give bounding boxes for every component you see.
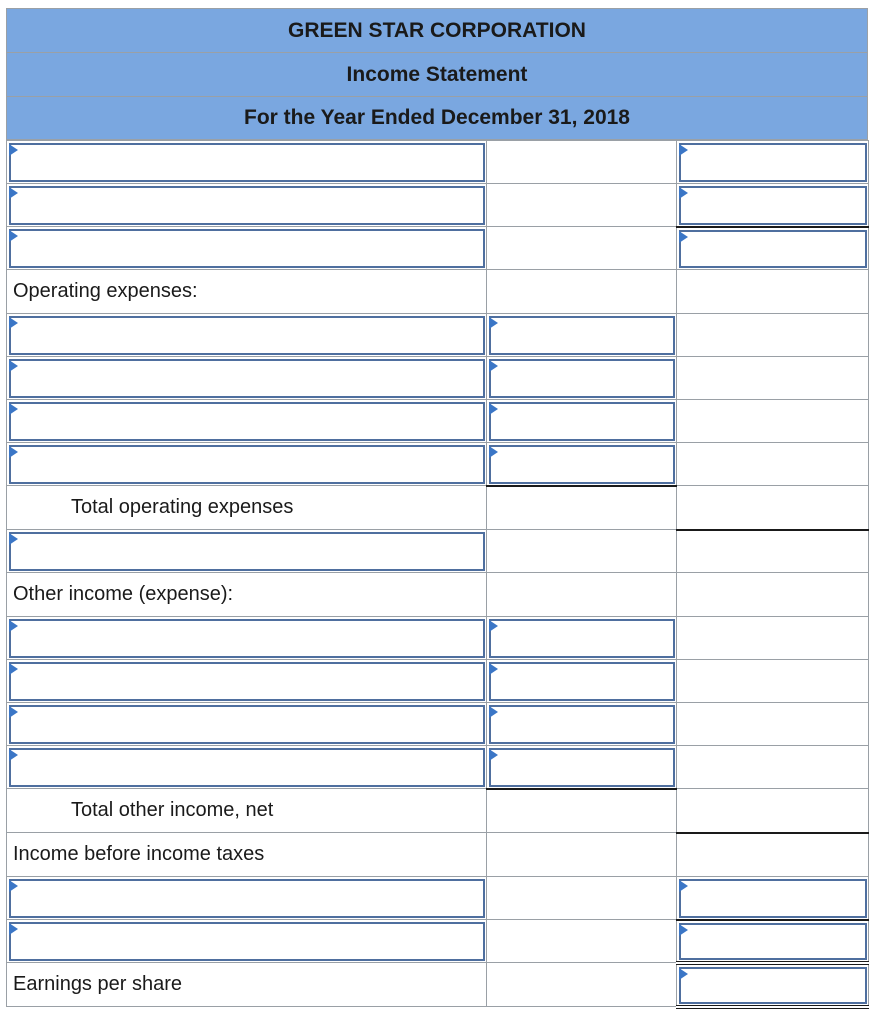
empty-cell [487, 963, 677, 1007]
empty-cell [677, 314, 869, 357]
dropdown-marker-icon [489, 360, 498, 372]
eps-label: Earnings per share [7, 963, 487, 1007]
statement-title: Income Statement [6, 52, 868, 96]
empty-cell [677, 789, 869, 833]
empty-cell [487, 789, 677, 833]
empty-cell [487, 270, 677, 314]
other-income-label: Other income (expense): [7, 573, 487, 617]
amount-input[interactable] [677, 877, 869, 920]
amount-input[interactable] [677, 920, 869, 963]
table-row [7, 184, 869, 227]
dropdown-marker-icon [679, 187, 688, 199]
amount-input[interactable] [677, 963, 869, 1007]
empty-cell [677, 486, 869, 530]
dropdown-marker-icon [679, 880, 688, 892]
dropdown-marker-icon [9, 403, 18, 415]
table-row [7, 920, 869, 963]
table-row [7, 789, 869, 833]
dropdown-marker-icon [489, 403, 498, 415]
dropdown-marker-icon [489, 317, 498, 329]
account-dropdown[interactable] [7, 357, 487, 400]
table-row [7, 400, 869, 443]
table-row [7, 660, 869, 703]
table-row [7, 227, 869, 270]
empty-cell [487, 486, 677, 530]
account-dropdown[interactable] [7, 314, 487, 357]
account-dropdown[interactable] [7, 141, 487, 184]
empty-cell [487, 530, 677, 573]
dropdown-marker-icon [9, 144, 18, 156]
statement-period: For the Year Ended December 31, 2018 [6, 96, 868, 140]
empty-cell [487, 184, 677, 227]
account-dropdown[interactable] [7, 184, 487, 227]
dropdown-marker-icon [489, 620, 498, 632]
dropdown-marker-icon [679, 924, 688, 936]
table-row [7, 270, 869, 314]
dropdown-marker-icon [9, 620, 18, 632]
account-dropdown[interactable] [7, 443, 487, 486]
account-dropdown[interactable] [7, 920, 487, 963]
dropdown-marker-icon [9, 749, 18, 761]
dropdown-marker-icon [9, 360, 18, 372]
company-name: GREEN STAR CORPORATION [6, 8, 868, 52]
account-dropdown[interactable] [7, 703, 487, 746]
empty-cell [677, 617, 869, 660]
operating-expenses-label: Operating expenses: [7, 270, 487, 314]
amount-input[interactable] [677, 184, 869, 227]
account-dropdown[interactable] [7, 227, 487, 270]
empty-cell [677, 270, 869, 314]
amount-input[interactable] [487, 617, 677, 660]
table-row [7, 141, 869, 184]
table-row [7, 443, 869, 486]
amount-input[interactable] [677, 227, 869, 270]
account-dropdown[interactable] [7, 746, 487, 789]
amount-input[interactable] [677, 141, 869, 184]
amount-input[interactable] [487, 443, 677, 486]
dropdown-marker-icon [9, 446, 18, 458]
empty-cell [487, 877, 677, 920]
dropdown-marker-icon [9, 230, 18, 242]
dropdown-marker-icon [9, 880, 18, 892]
table-row [7, 963, 869, 1007]
total-operating-expenses-label: Total operating expenses [7, 486, 487, 530]
empty-cell [677, 746, 869, 789]
total-other-income-label: Total other income, net [7, 789, 487, 833]
table-row [7, 573, 869, 617]
dropdown-marker-icon [489, 749, 498, 761]
table-row [7, 314, 869, 357]
empty-cell [677, 573, 869, 617]
empty-cell [487, 227, 677, 270]
statement-grid [6, 140, 869, 1009]
empty-cell [487, 833, 677, 877]
dropdown-marker-icon [9, 706, 18, 718]
amount-input[interactable] [487, 703, 677, 746]
empty-cell [487, 573, 677, 617]
dropdown-marker-icon [9, 533, 18, 545]
account-dropdown[interactable] [7, 400, 487, 443]
amount-input[interactable] [487, 746, 677, 789]
empty-cell [677, 530, 869, 573]
table-row [7, 486, 869, 530]
dropdown-marker-icon [679, 231, 688, 243]
dropdown-marker-icon [9, 317, 18, 329]
account-dropdown[interactable] [7, 530, 487, 573]
dropdown-marker-icon [489, 446, 498, 458]
account-dropdown[interactable] [7, 660, 487, 703]
income-statement [6, 8, 868, 1009]
table-row [7, 530, 869, 573]
empty-cell [677, 400, 869, 443]
table-row [7, 746, 869, 789]
table-row [7, 877, 869, 920]
dropdown-marker-icon [679, 968, 688, 980]
dropdown-marker-icon [9, 663, 18, 675]
dropdown-marker-icon [9, 923, 18, 935]
table-row [7, 833, 869, 877]
dropdown-marker-icon [9, 187, 18, 199]
amount-input[interactable] [487, 314, 677, 357]
empty-cell [677, 833, 869, 877]
amount-input[interactable] [487, 400, 677, 443]
income-before-taxes-label: Income before income taxes [7, 833, 487, 877]
table-row [7, 617, 869, 660]
table-row [7, 357, 869, 400]
empty-cell [677, 443, 869, 486]
amount-input[interactable] [487, 357, 677, 400]
account-dropdown[interactable] [7, 617, 487, 660]
empty-cell [487, 141, 677, 184]
amount-input[interactable] [487, 660, 677, 703]
empty-cell [677, 660, 869, 703]
dropdown-marker-icon [489, 663, 498, 675]
table-row [7, 703, 869, 746]
account-dropdown[interactable] [7, 877, 487, 920]
empty-cell [677, 357, 869, 400]
empty-cell [677, 703, 869, 746]
empty-cell [487, 920, 677, 963]
dropdown-marker-icon [489, 706, 498, 718]
dropdown-marker-icon [679, 144, 688, 156]
